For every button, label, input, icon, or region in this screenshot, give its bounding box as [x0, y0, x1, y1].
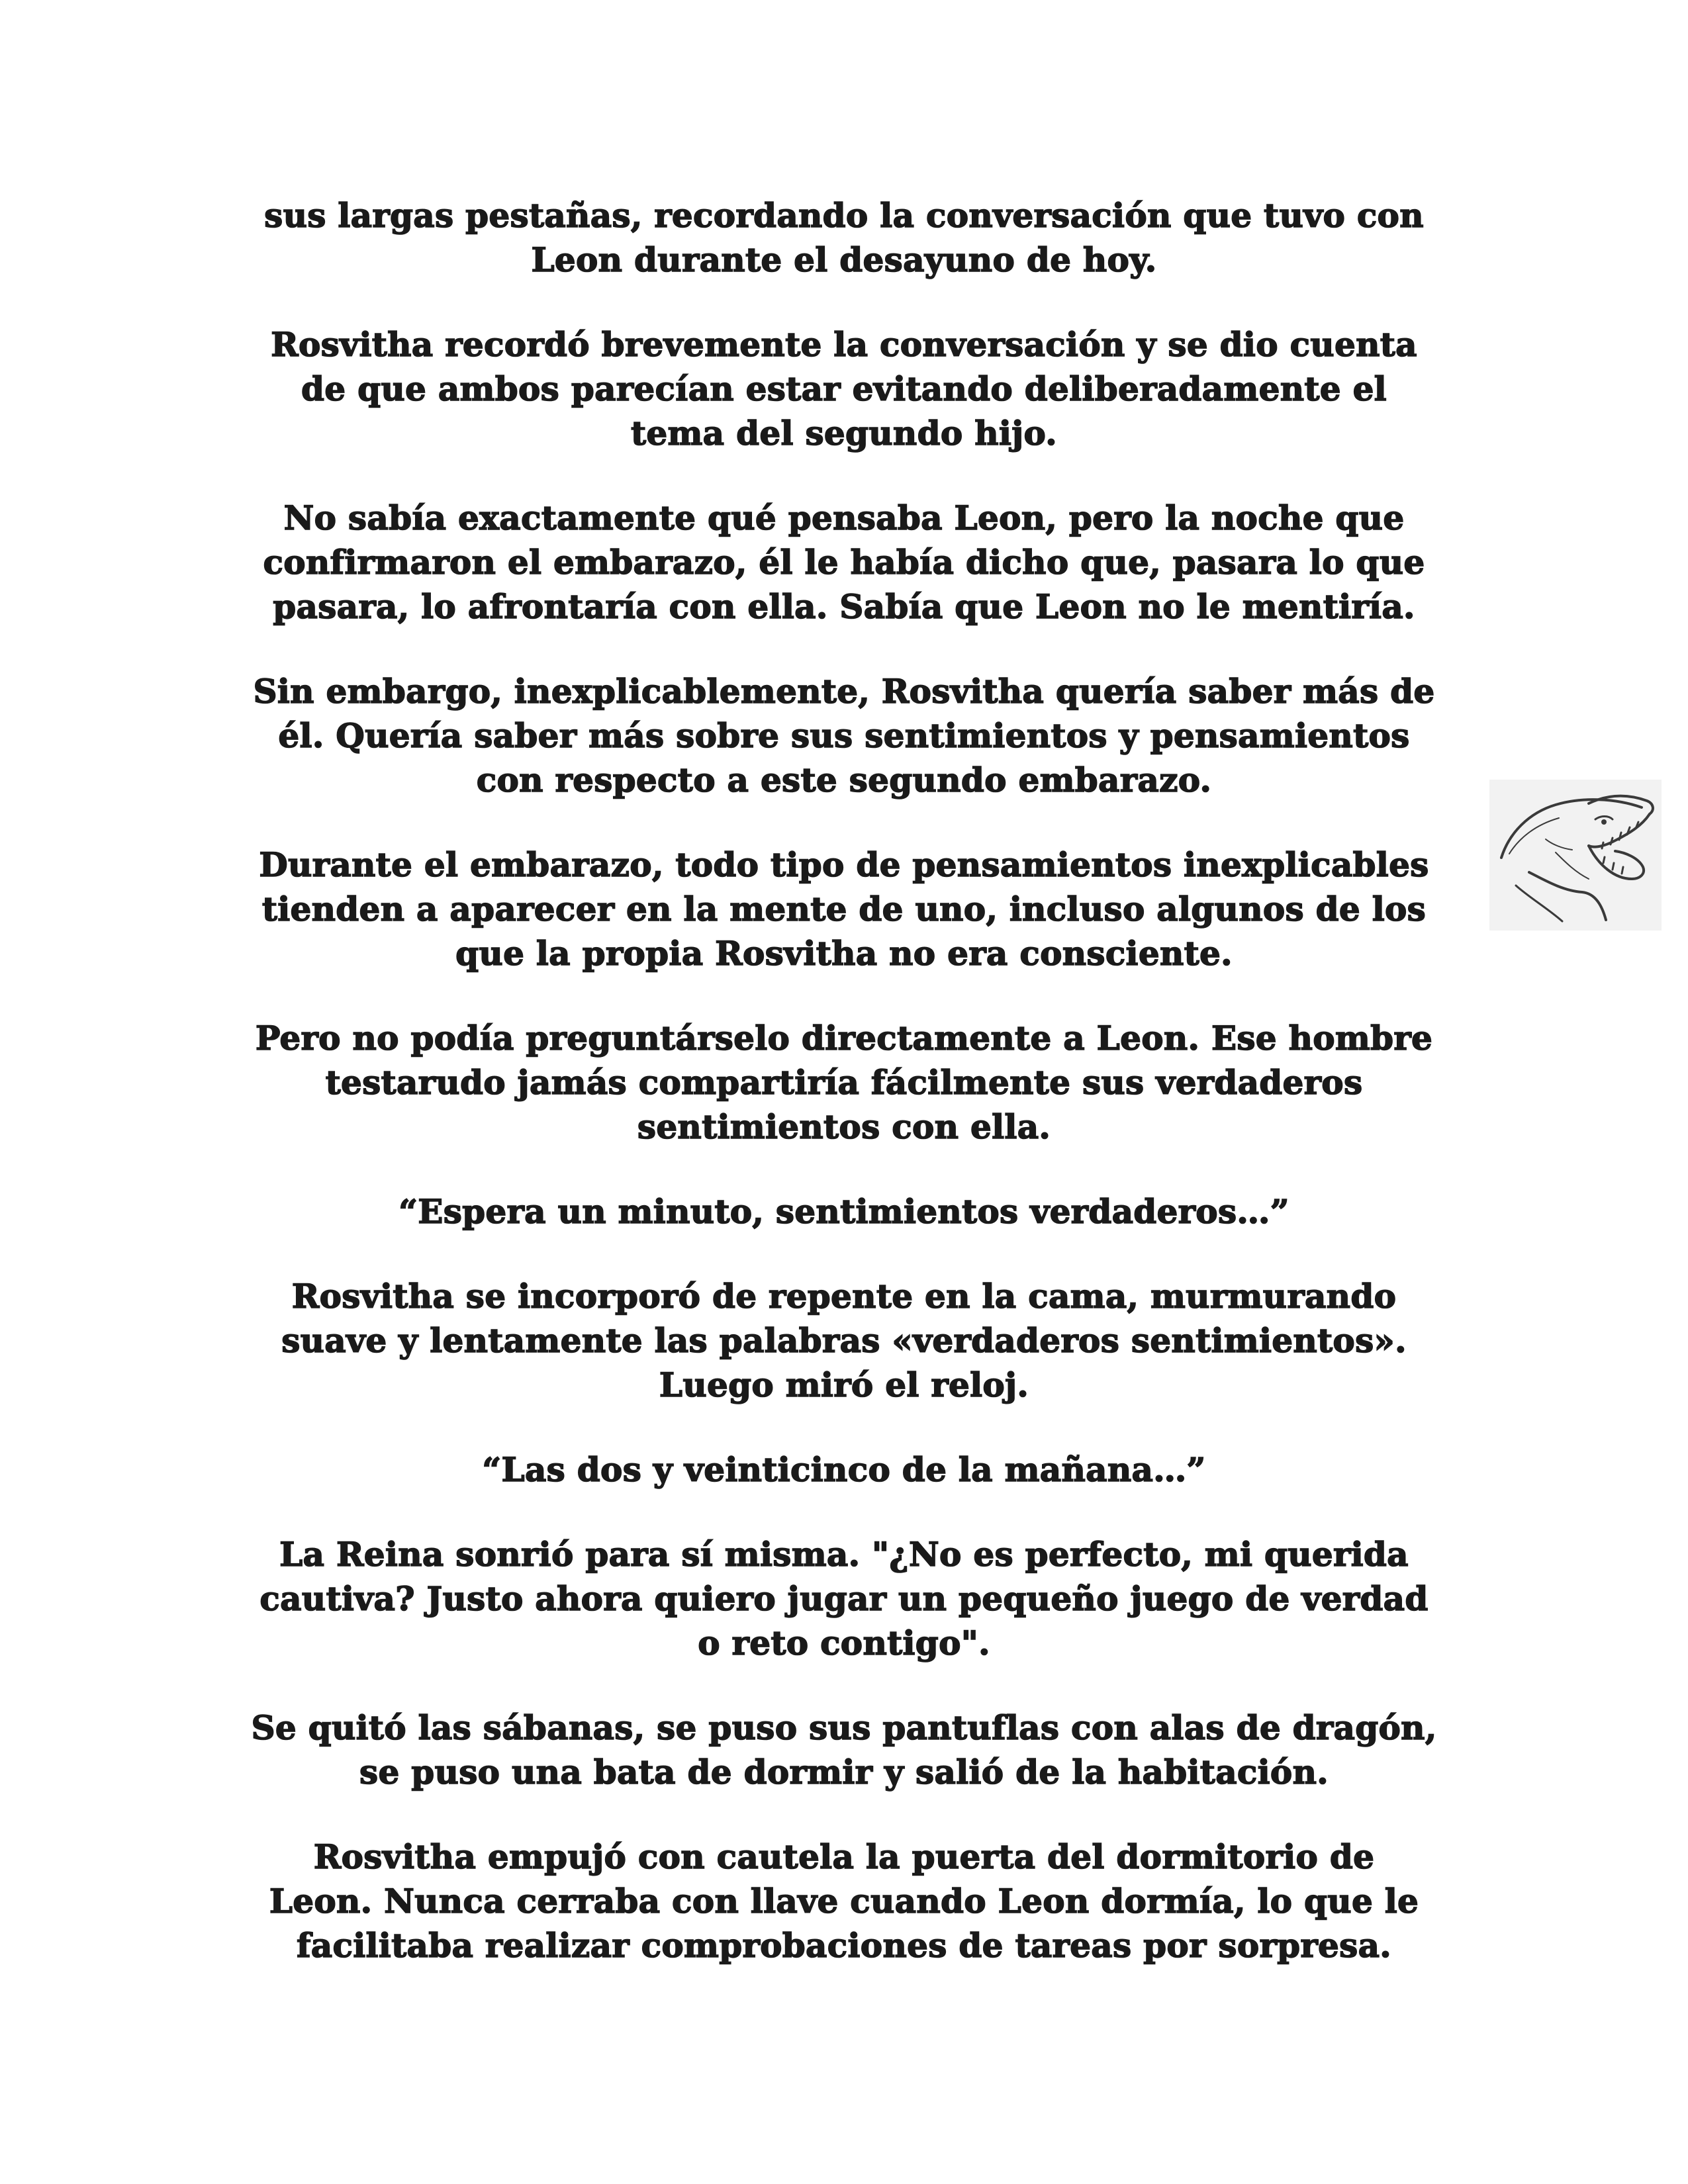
dialogue-line: “Espera un minuto, sentimientos verdaderos…” — [399, 1192, 1289, 1231]
dialogue-line: “Las dos y veinticinco de la mañana…” — [482, 1450, 1206, 1489]
paragraph: sus largas pestañas, recordando la conversación que tuvo con Leon durante el desayuno de hoy. — [264, 196, 1424, 279]
paragraph: Rosvitha recordó brevemente la conversación y se dio cuenta de que ambos parecían estar evitando deliberadamente el tema del segundo hijo. — [271, 325, 1417, 453]
dinosaur-head-icon — [1489, 780, 1662, 931]
paragraph: Sin embargo, inexplicablemente, Rosvitha quería saber más de él. Quería saber más sobre sus sentimientos y pensamientos con respecto a este segundo embarazo. — [253, 672, 1435, 799]
paragraph: Se quitó las sábanas, se puso sus pantuflas con alas de dragón, se puso una bata de dormir y salió de la habitación. — [251, 1708, 1437, 1792]
body-text — [218, 193, 1470, 2008]
paragraph: Pero no podía preguntárselo directamente a Leon. Ese hombre testarudo jamás compartiría fácilmente sus verdaderos sentimientos con ella. — [255, 1019, 1433, 1146]
paragraph: Rosvitha se incorporó de repente en la cama, murmurando suave y lentamente las palabras «verdaderos sentimientos». Luego miró el reloj. — [281, 1277, 1407, 1404]
paragraph: No sabía exactamente qué pensaba Leon, pero la noche que confirmaron el embarazo, él le había dicho que, pasara lo que pasara, lo afrontaría con ella. Sabía que Leon no le mentiría. — [263, 498, 1425, 626]
paragraph: Rosvitha empujó con cautela la puerta del dormitorio de Leon. Nunca cerraba con llave cuando Leon dormía, lo que le facilitaba realizar comprobaciones de tareas por sorpresa. — [269, 1837, 1419, 1965]
paragraph: Durante el embarazo, todo tipo de pensamientos inexplicables tienden a aparecer en la mente de uno, incluso algunos de los que la propia Rosvitha no era consciente. — [259, 845, 1429, 973]
paragraph: La Reina sonrió para sí misma. "¿No es perfecto, mi querida cautiva? Justo ahora quiero jugar un pequeño juego de verdad o reto contigo". — [259, 1535, 1429, 1662]
